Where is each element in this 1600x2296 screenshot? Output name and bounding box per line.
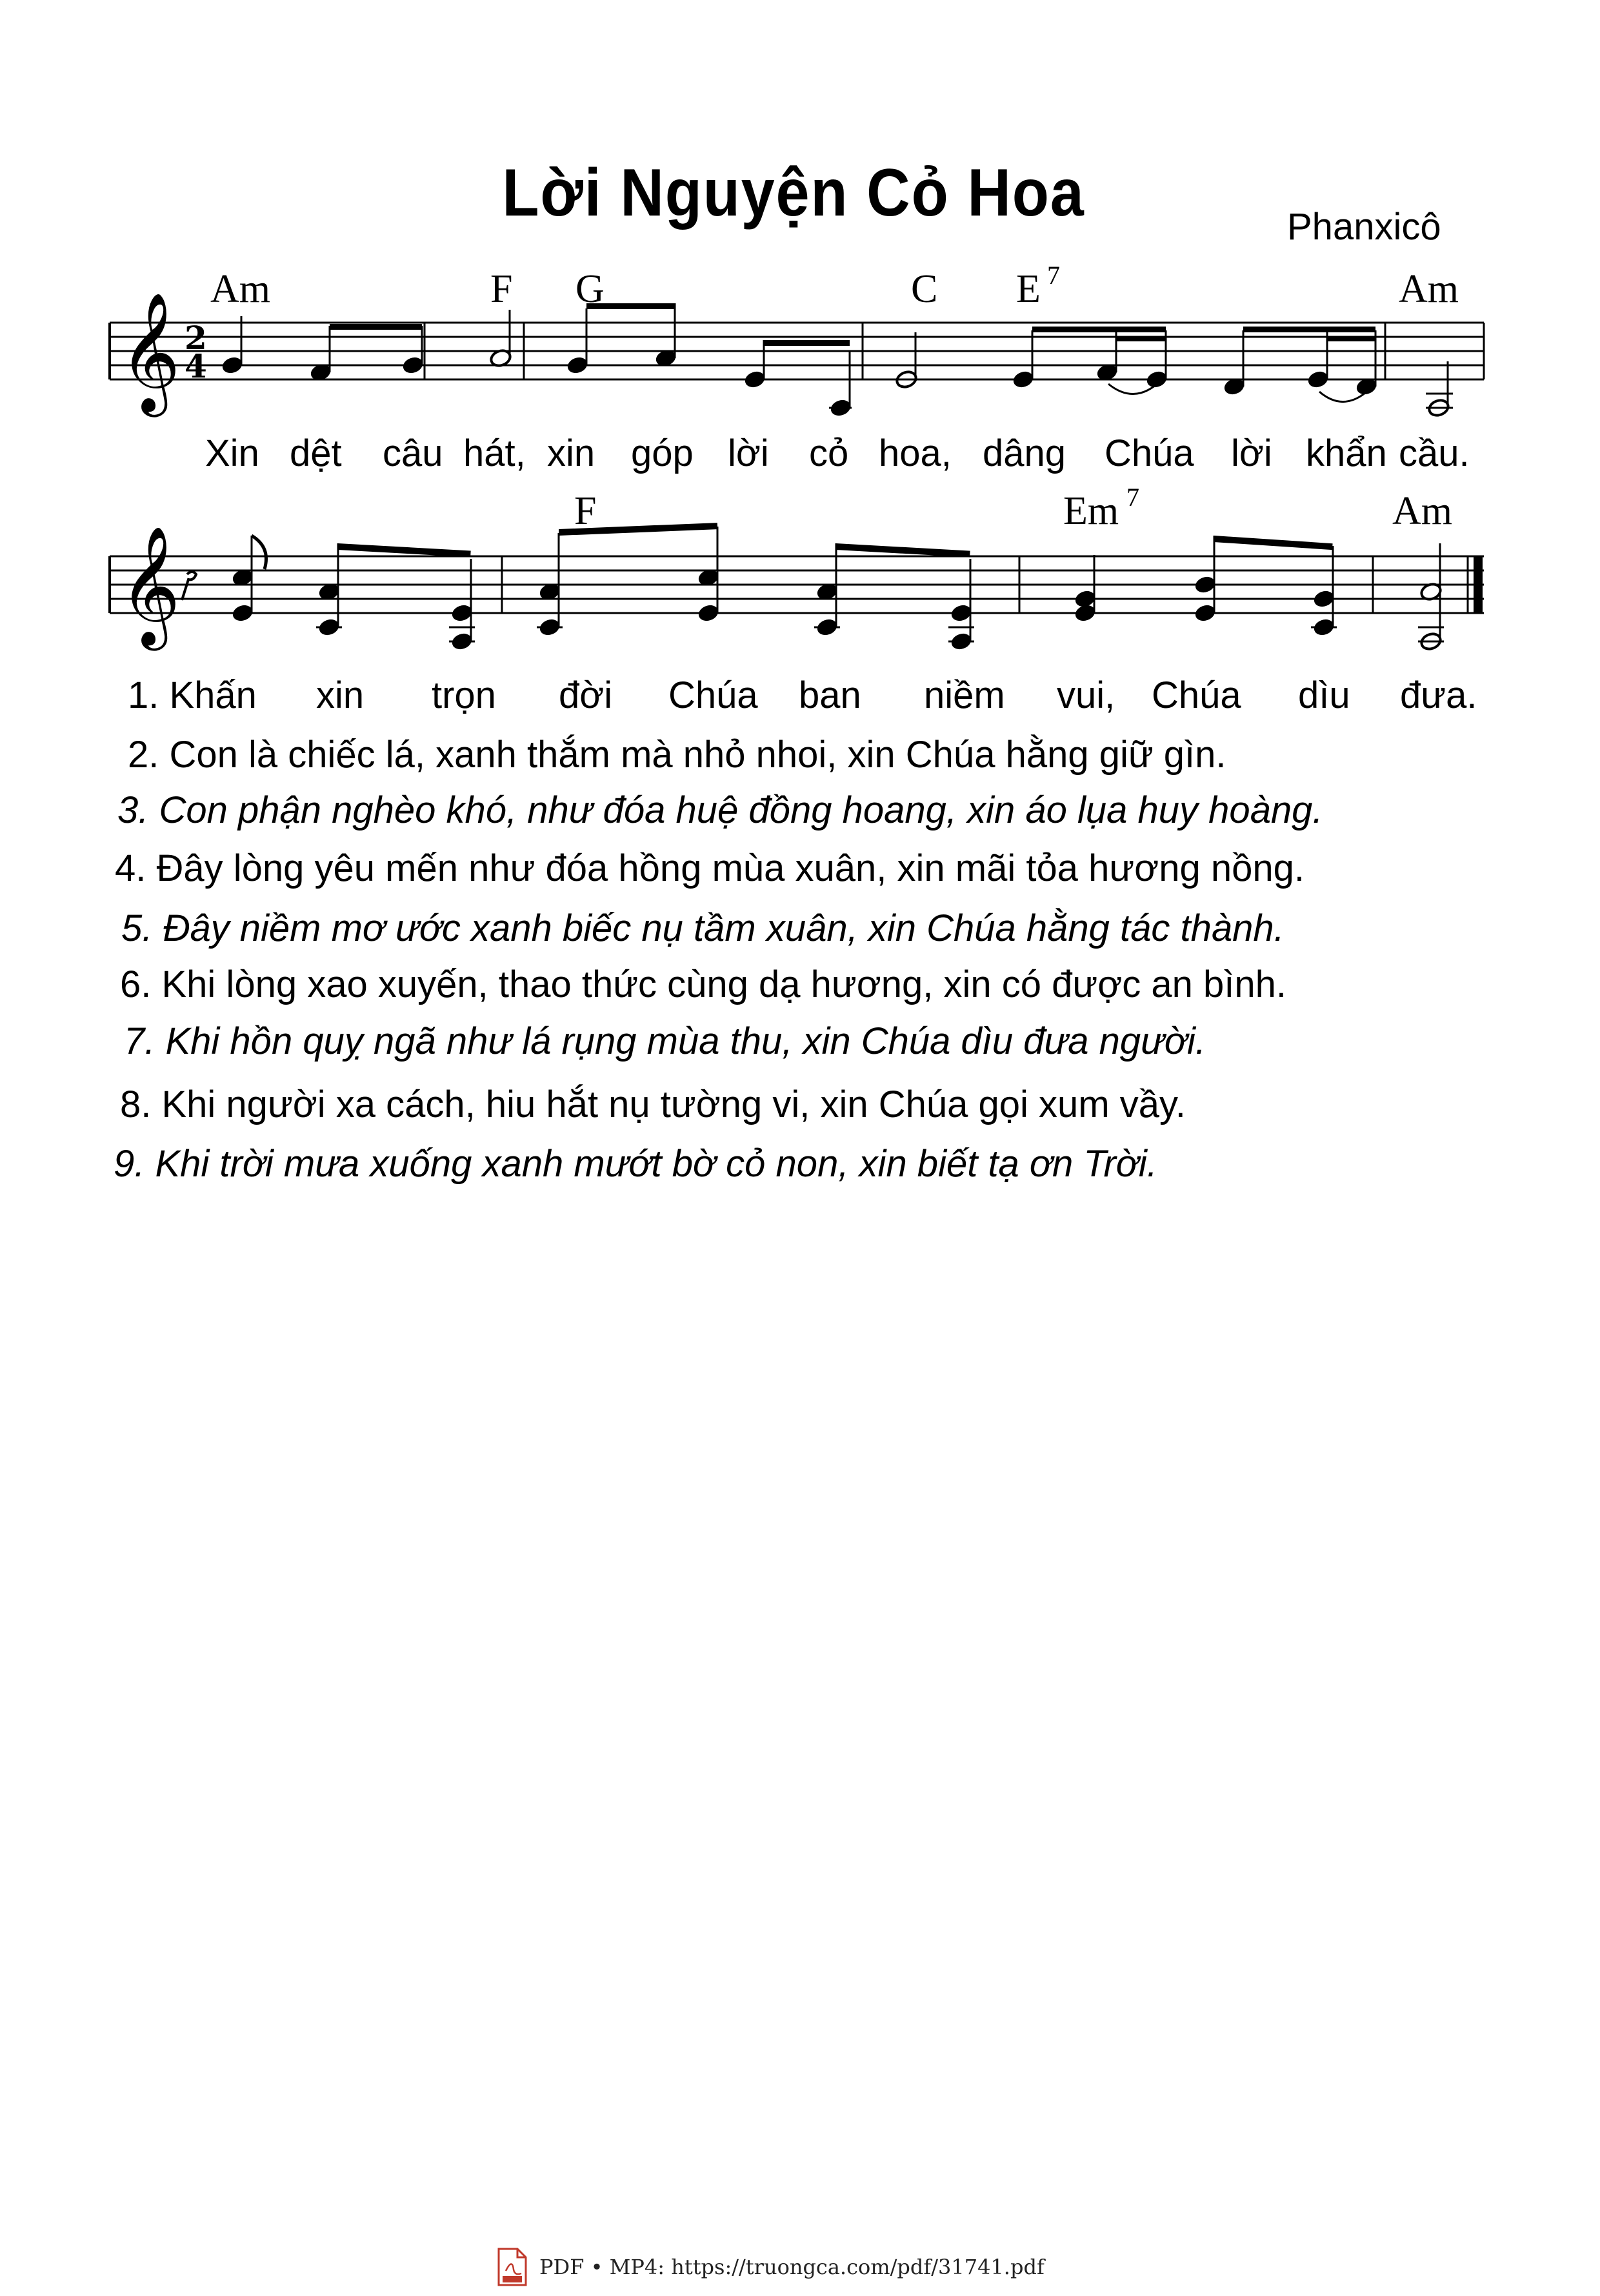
notes-1 <box>221 303 1453 418</box>
lyric-syllable: hát, <box>463 432 526 474</box>
verse-2: 2. Con là chiếc lá, xanh thắm mà nhỏ nhoi, xin Chúa hằng giữ gìn. <box>128 734 1226 776</box>
lyric-syllable: đời <box>559 674 613 716</box>
final-barline <box>1474 556 1483 613</box>
lyric-syllable: khẩn <box>1306 432 1387 474</box>
lyric-syllable: dìu <box>1298 674 1350 716</box>
verse-5: 5. Đây niềm mơ ước xanh biếc nụ tầm xuân, xin Chúa hằng tác thành. <box>121 907 1285 949</box>
lyric-syllable: đưa. <box>1400 674 1477 716</box>
chord-symbol: F <box>490 267 513 311</box>
staff-system-2 <box>110 523 1484 651</box>
chord-symbol: G <box>575 267 605 311</box>
lyric-syllable: trọn <box>432 674 496 716</box>
lyrics-verse-1 <box>128 674 1477 716</box>
chord-symbol: Am <box>1392 489 1452 533</box>
verse-7: 7. Khi hồn quỵ ngã như lá rụng mùa thu, xin Chúa dìu đưa người. <box>124 1020 1206 1062</box>
eighth-rest-icon <box>182 572 196 600</box>
pdf-file-icon <box>497 2248 528 2286</box>
chords-system-1 <box>210 261 1459 311</box>
footer <box>497 2244 1045 2290</box>
treble-clef-icon: 𝄞 <box>119 291 181 412</box>
composer-name: Phanxicô <box>1287 206 1441 248</box>
chord-symbol: E <box>1016 267 1041 311</box>
lyric-syllable: câu <box>383 432 443 474</box>
lyric-syllable: niềm <box>924 674 1005 716</box>
chord-symbol: C <box>911 267 938 311</box>
footer-link[interactable]: PDF • MP4: https://truongca.com/pdf/31741.pdf <box>539 2255 1045 2279</box>
lyric-syllable: cầu. <box>1399 432 1470 474</box>
staff-system-1 <box>110 291 1484 418</box>
song-title: Lời Nguyện Cỏ Hoa <box>502 156 1085 230</box>
lyric-syllable: xin <box>316 674 365 716</box>
lyric-syllable: Chúa <box>668 674 758 716</box>
chord-symbol: F <box>574 489 597 533</box>
staff-lines-2 <box>110 556 1484 613</box>
lyric-syllable: cỏ <box>809 432 849 474</box>
lyric-syllable: lời <box>1231 432 1272 474</box>
lyric-syllable: hoa, <box>879 432 952 474</box>
lyric-syllable: Chúa <box>1105 432 1194 474</box>
verse-3: 3. Con phận nghèo khó, như đóa huệ đồng hoang, xin áo lụa huy hoàng. <box>117 789 1323 831</box>
lyric-syllable: Xin <box>205 432 259 474</box>
chord-symbol: Am <box>210 267 270 311</box>
lyric-syllable: dâng <box>983 432 1066 474</box>
lyric-syllable: góp <box>631 432 694 474</box>
verse-9: 9. Khi trời mưa xuống xanh mướt bờ cỏ non, xin biết tạ ơn Trời. <box>114 1143 1157 1185</box>
lyric-syllable: ban <box>799 674 861 716</box>
time-sig-top: 2 <box>185 319 207 357</box>
verse-6: 6. Khi lòng xao xuyến, thao thức cùng dạ hương, xin có được an bình. <box>120 963 1286 1005</box>
chord-superscript: 7 <box>1047 261 1060 290</box>
verse-4: 4. Đây lòng yêu mến như đóa hồng mùa xuân, xin mãi tỏa hương nồng. <box>115 847 1305 889</box>
treble-clef-icon: 𝄞 <box>119 525 181 645</box>
notes-2 <box>231 523 1444 651</box>
chord-symbol: Am <box>1399 267 1459 311</box>
lyric-syllable: vui, <box>1057 674 1115 716</box>
lyric-syllable: dệt <box>290 432 342 474</box>
chord-symbol: Em <box>1063 489 1119 533</box>
lyrics-system-1 <box>205 432 1470 474</box>
verse-8: 8. Khi người xa cách, hiu hắt nụ tường vi, xin Chúa gọi xum vầy. <box>120 1083 1186 1125</box>
lyric-syllable: xin <box>547 432 595 474</box>
lyric-syllable: 1. Khấn <box>128 674 257 716</box>
lyric-syllable: Chúa <box>1152 674 1241 716</box>
lyric-syllable: lời <box>728 432 769 474</box>
time-sig-bottom: 4 <box>185 347 207 385</box>
chord-superscript: 7 <box>1126 483 1139 512</box>
